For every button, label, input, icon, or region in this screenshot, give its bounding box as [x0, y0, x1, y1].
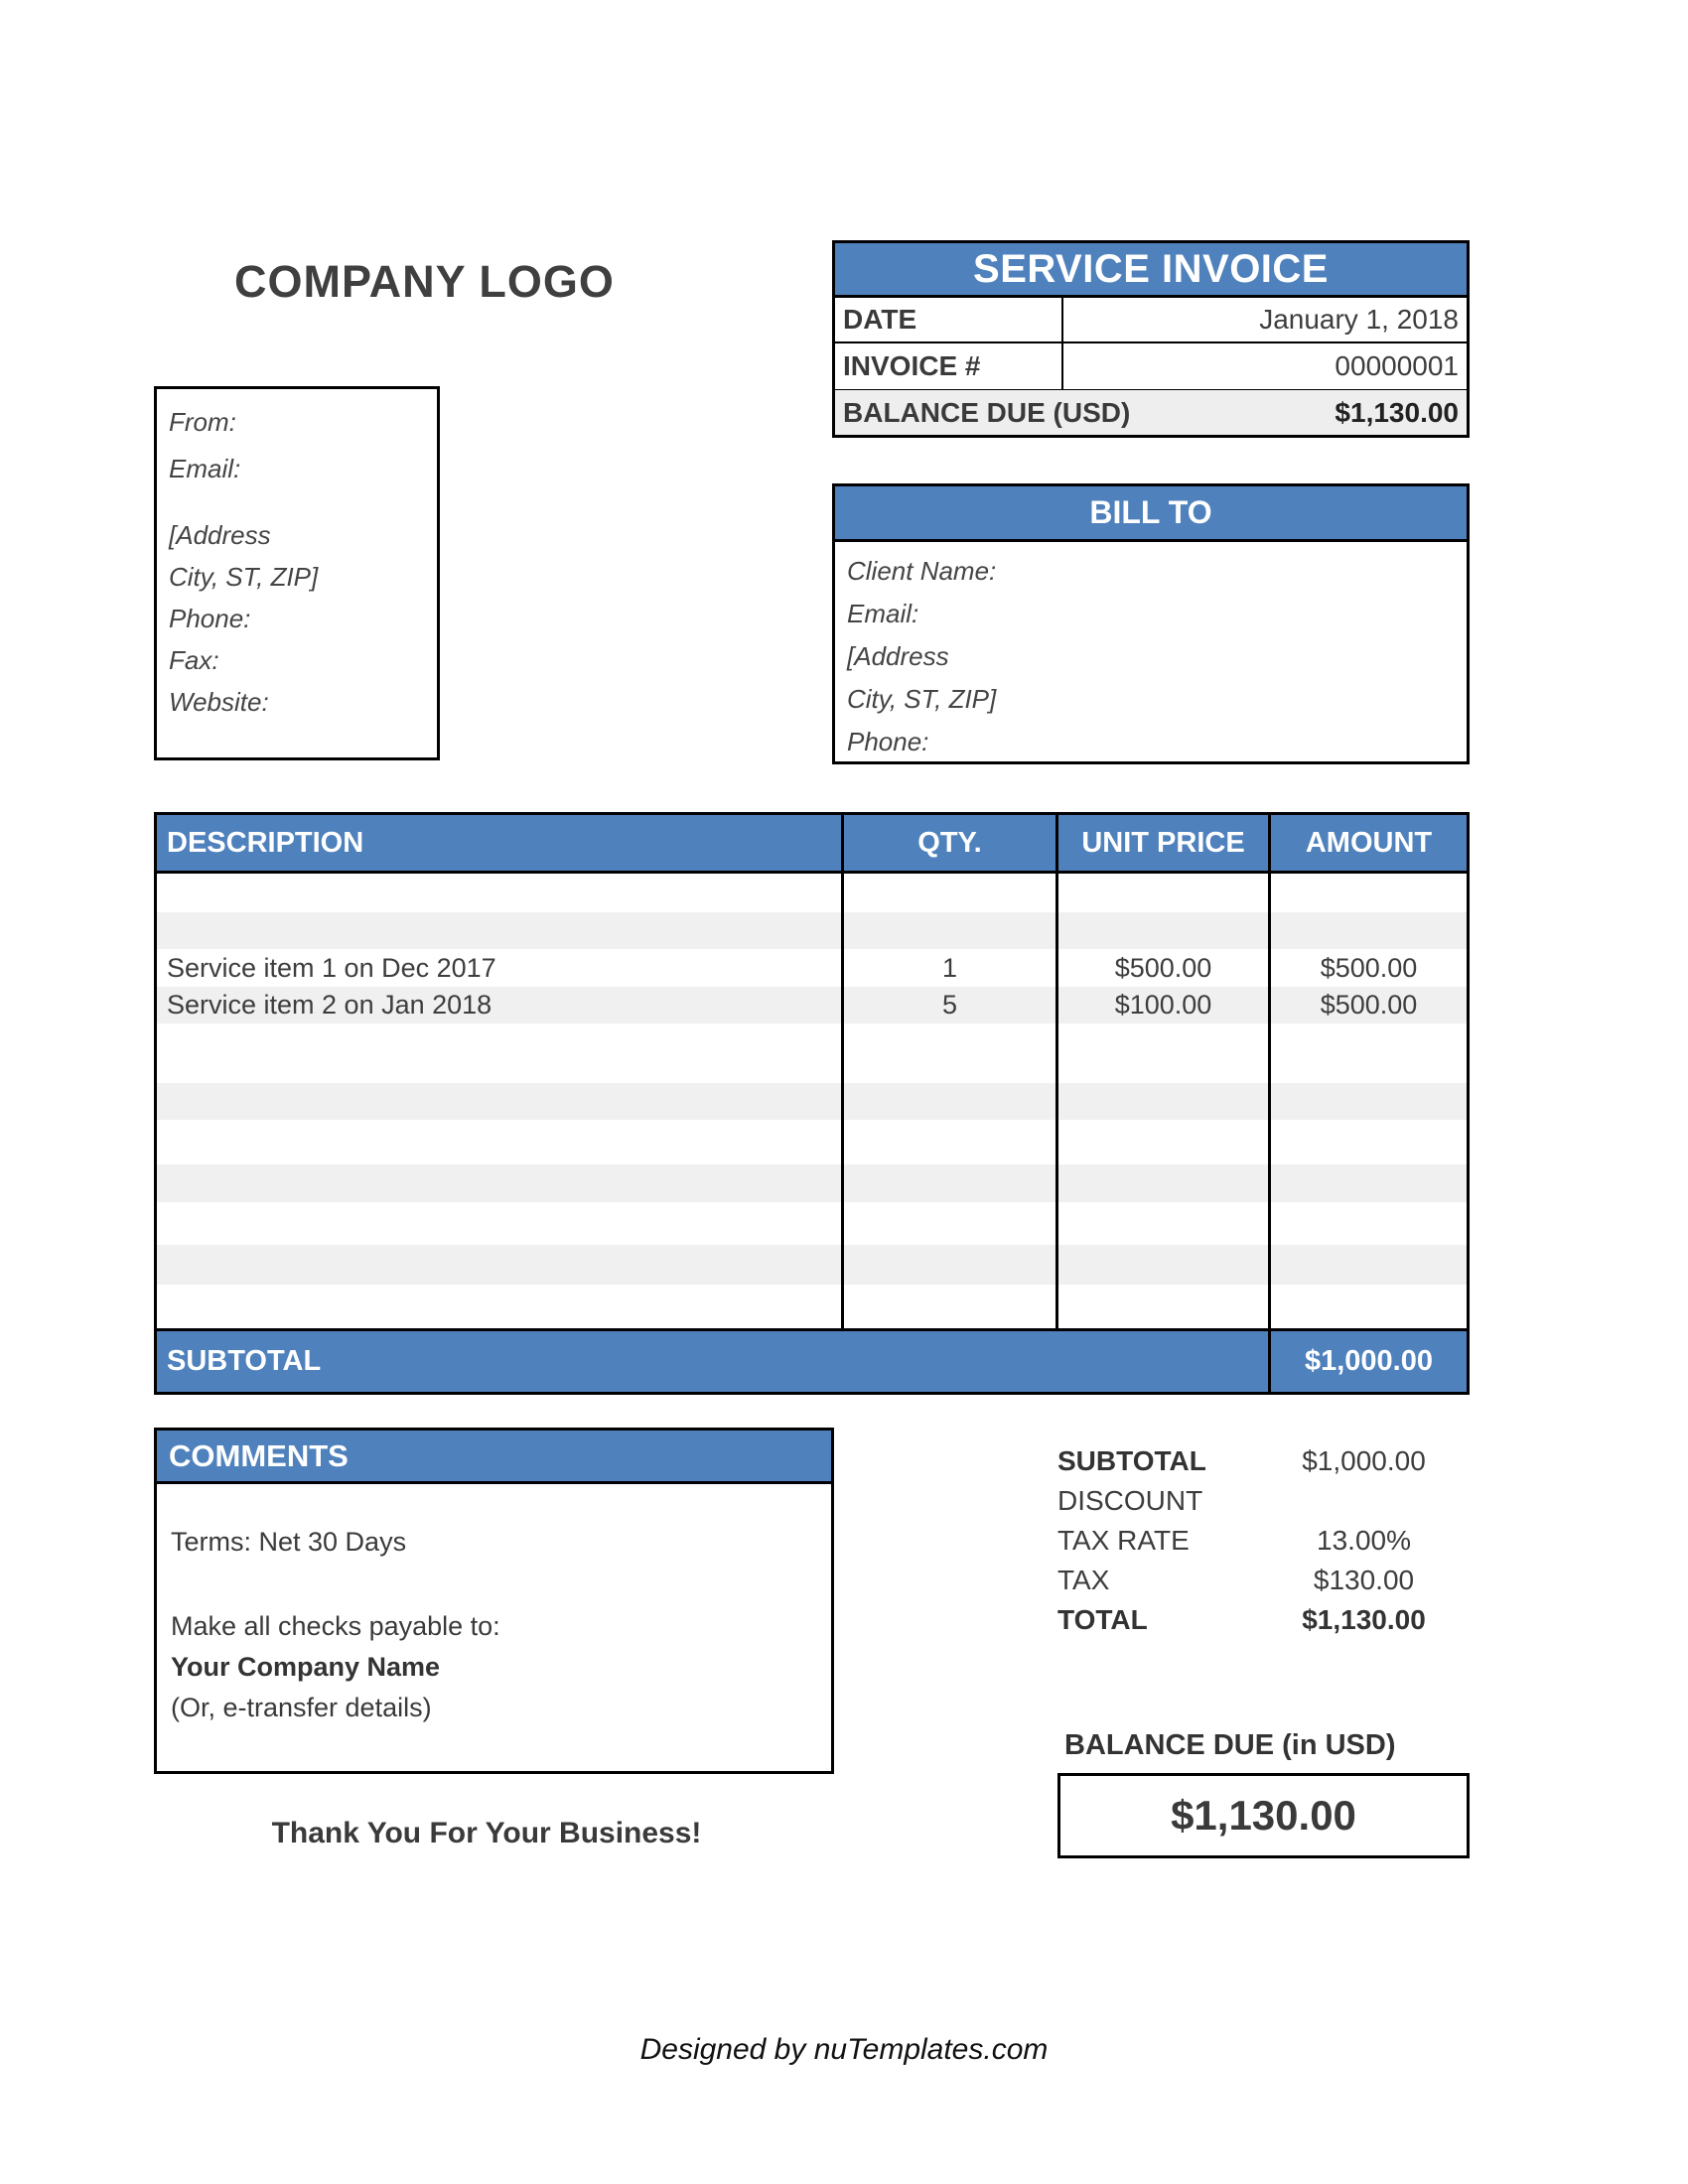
- from-box: [154, 386, 440, 760]
- website-line: Website:: [169, 687, 269, 717]
- fax-line: Fax:: [169, 645, 219, 675]
- cell-unit-price: [1055, 1202, 1268, 1245]
- items-table: [154, 812, 1470, 1395]
- cell-amount: [1268, 1120, 1467, 1164]
- subtotal-label: SUBTOTAL: [167, 1345, 322, 1377]
- totals-total-row: [1057, 1600, 1451, 1640]
- totals-total-value: $1,130.00: [1302, 1604, 1426, 1635]
- balance-due-usd-label: BALANCE DUE (in USD): [1064, 1729, 1396, 1761]
- balance-due-usd-box: [1057, 1773, 1470, 1858]
- header-description: DESCRIPTION: [167, 826, 364, 859]
- cell-qty: 5: [841, 987, 1055, 1024]
- subtotal-value: $1,000.00: [1268, 1331, 1467, 1392]
- cell-unit-price: [1055, 1024, 1268, 1083]
- comments-body: [154, 1484, 834, 1774]
- table-row: [157, 874, 1467, 912]
- phone-line: Phone:: [169, 604, 251, 633]
- totals-tax-value: $130.00: [1313, 1565, 1415, 1595]
- terms-line: Terms: Net 30 Days: [171, 1527, 407, 1557]
- cell-qty: [841, 1245, 1055, 1285]
- cell-unit-price: $100.00: [1055, 987, 1268, 1024]
- bill-to-title: BILL TO: [832, 483, 1470, 539]
- cell-amount: [1268, 1245, 1467, 1285]
- email-line: Email:: [169, 454, 241, 483]
- balance-due-label: BALANCE DUE (USD): [843, 396, 1131, 428]
- thank-you-message: Thank You For Your Business!: [271, 1817, 702, 1849]
- cell-unit-price: $500.00: [1055, 949, 1268, 987]
- cell-unit-price: [1055, 1120, 1268, 1164]
- cell-description: [157, 1083, 841, 1120]
- company-logo: COMPANY LOGO: [234, 256, 615, 307]
- table-row: [157, 1285, 1467, 1328]
- table-row: [157, 1245, 1467, 1285]
- cell-unit-price: [1055, 912, 1268, 949]
- cell-description: Service item 2 on Jan 2018: [167, 990, 492, 1020]
- totals-summary: [1057, 1441, 1451, 1640]
- cell-qty: [841, 1120, 1055, 1164]
- cell-amount: [1268, 1285, 1467, 1328]
- cell-amount: $500.00: [1268, 949, 1467, 987]
- totals-tax-rate-row: [1057, 1521, 1451, 1561]
- cell-amount: [1268, 1083, 1467, 1120]
- invoice-number-label: INVOICE #: [835, 343, 1063, 389]
- totals-tax-rate-value: 13.00%: [1317, 1525, 1411, 1556]
- comments-section: [154, 1428, 834, 1774]
- invoice-title: SERVICE INVOICE: [835, 243, 1467, 298]
- footer-credit: Designed by nuTemplates.com: [639, 2033, 1049, 2066]
- table-row: [157, 1024, 1467, 1083]
- table-row: [157, 1083, 1467, 1120]
- totals-subtotal-value: $1,000.00: [1302, 1445, 1426, 1476]
- header-unit-price: UNIT PRICE: [1055, 815, 1268, 871]
- cell-unit-price: [1055, 1285, 1268, 1328]
- totals-tax-rate-label: TAX RATE: [1057, 1525, 1190, 1556]
- cell-description: [157, 1120, 841, 1164]
- client-email-line: Email:: [847, 599, 919, 628]
- balance-due-usd-value: $1,130.00: [1171, 1792, 1356, 1839]
- totals-total-label: TOTAL: [1057, 1604, 1148, 1635]
- cell-description: [157, 1245, 841, 1285]
- balance-due-row: [835, 389, 1467, 435]
- header-amount: AMOUNT: [1268, 815, 1467, 871]
- cell-qty: 1: [841, 949, 1055, 987]
- table-row-item-1: [157, 949, 1467, 987]
- cell-unit-price: [1055, 1164, 1268, 1202]
- cell-qty: [841, 1024, 1055, 1083]
- invoice-number-value: 00000001: [1335, 350, 1459, 381]
- client-address-line: [Address: [847, 641, 949, 671]
- cell-description: [157, 1285, 841, 1328]
- table-row-item-2: [157, 987, 1467, 1024]
- cell-description: [157, 874, 841, 912]
- table-row: [157, 912, 1467, 949]
- payable-company-name: Your Company Name: [171, 1652, 441, 1682]
- cell-qty: [841, 874, 1055, 912]
- comments-title: COMMENTS: [154, 1428, 834, 1484]
- date-label: DATE: [835, 298, 1063, 341]
- cell-amount: [1268, 1024, 1467, 1083]
- cell-description: [157, 912, 841, 949]
- date-value: January 1, 2018: [1259, 304, 1459, 335]
- totals-discount-row: [1057, 1481, 1451, 1521]
- balance-due-value: $1,130.00: [1335, 396, 1459, 428]
- subtotal-row: [157, 1328, 1467, 1392]
- address-line: [Address: [169, 520, 271, 550]
- invoice-date-row: [835, 298, 1467, 343]
- cell-amount: $500.00: [1268, 987, 1467, 1024]
- cell-amount: [1268, 912, 1467, 949]
- client-name-line: Client Name:: [847, 556, 997, 586]
- invoice-number-row: [835, 343, 1467, 389]
- cell-description: Service item 1 on Dec 2017: [167, 952, 496, 983]
- client-city-line: City, ST, ZIP]: [847, 684, 997, 714]
- totals-subtotal-row: [1057, 1441, 1451, 1481]
- cell-unit-price: [1055, 1083, 1268, 1120]
- items-table-header: [157, 815, 1467, 874]
- bill-to-body: [832, 539, 1470, 764]
- payable-line: Make all checks payable to:: [171, 1611, 500, 1641]
- totals-tax-label: TAX: [1057, 1565, 1110, 1595]
- cell-description: [157, 1202, 841, 1245]
- cell-qty: [841, 1164, 1055, 1202]
- totals-discount-label: DISCOUNT: [1057, 1485, 1203, 1516]
- etransfer-line: (Or, e-transfer details): [171, 1693, 432, 1722]
- cell-amount: [1268, 874, 1467, 912]
- bill-to-section: [832, 483, 1470, 764]
- cell-qty: [841, 1202, 1055, 1245]
- client-phone-line: Phone:: [847, 727, 929, 756]
- table-row: [157, 1202, 1467, 1245]
- items-table-body: [157, 874, 1467, 1328]
- table-row: [157, 1164, 1467, 1202]
- cell-qty: [841, 1083, 1055, 1120]
- cell-unit-price: [1055, 1245, 1268, 1285]
- table-row: [157, 1120, 1467, 1164]
- cell-amount: [1268, 1202, 1467, 1245]
- city-line: City, ST, ZIP]: [169, 562, 319, 592]
- cell-qty: [841, 912, 1055, 949]
- totals-tax-row: [1057, 1561, 1451, 1600]
- cell-amount: [1268, 1164, 1467, 1202]
- from-line: From:: [169, 407, 236, 437]
- cell-description: [157, 1164, 841, 1202]
- invoice-header-table: [832, 240, 1470, 438]
- totals-subtotal-label: SUBTOTAL: [1057, 1445, 1206, 1476]
- cell-description: [157, 1024, 841, 1083]
- header-qty: QTY.: [841, 815, 1055, 871]
- cell-unit-price: [1055, 874, 1268, 912]
- cell-qty: [841, 1285, 1055, 1328]
